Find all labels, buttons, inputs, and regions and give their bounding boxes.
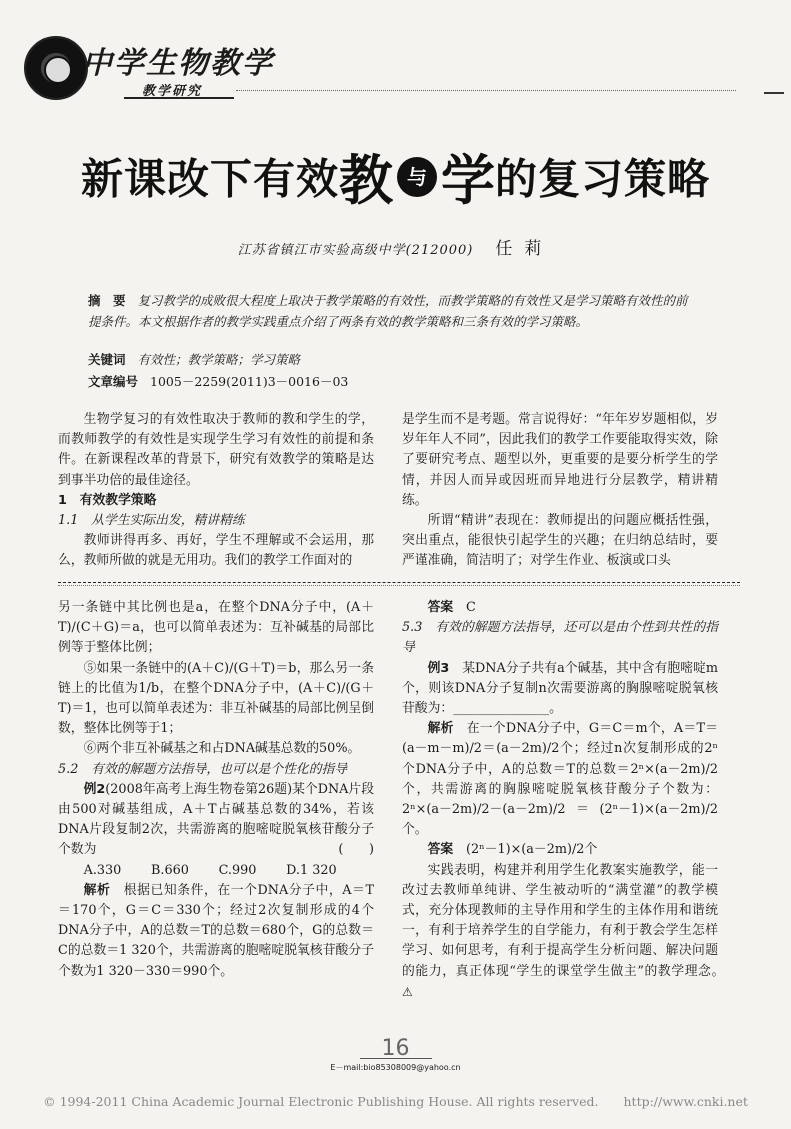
title-part-3: 学 [441,149,495,212]
article-number-label: 文章编号 [88,374,139,389]
example-3 [402,659,718,720]
example-2 [58,780,374,861]
example-label: 例2 [83,781,106,797]
article-number [88,372,348,390]
section-heading: 1 有效教学策略 [58,492,157,508]
analysis-label: 解析 [83,882,111,898]
abstract-label: 摘 要 [88,293,126,308]
subsection-heading: 5.3 有效的解题方法指导，还可以是由个性到共性的指导 [402,620,718,656]
keywords [88,350,300,368]
title-connector: 与 [397,157,437,197]
option-d: D.1 320 [286,862,337,878]
page-number: 16 [381,1036,410,1061]
options [58,861,374,881]
header-rule [124,97,234,99]
page-break-rule [58,582,740,583]
upper-right-column [402,410,718,572]
paragraph: 教师讲得再多、再好，学生不理解或不会运用，那么，教师所做的就是无用功。我们的教学工作面对的 [58,533,374,569]
page-break-rule-dotted [58,585,740,586]
author: 任莉 [495,239,554,259]
answer-label: 答案 [427,600,454,615]
keywords-text: 有效性；教学策略；学习策略 [137,352,301,367]
copyright-footer: © 1994-2011 China Academic Journal Electronic Publishing House. All rights reserved. http://www.cnki.net [43,1094,748,1109]
title-part-4: 的复习策略 [495,154,711,204]
journal-logo [24,36,88,100]
end-triangle-icon: ⚠ [402,984,413,999]
article-title [0,138,791,215]
paragraph: 所谓“精讲”表现在：教师提出的问题应概括性强，突出重点，能很快引起学生的兴趣；在归纳总结时，要严谨准确，简洁明了；对学生作业、板演或口头 [402,513,718,569]
affiliation: 江苏省镇江市实验高级中学(212000) [237,243,474,258]
subsection-heading: 5.2 有效的解题方法指导，也可以是个性化的指导 [58,761,348,777]
upper-left-column [58,410,374,572]
abstract-text: 复习教学的成败很大程度上取决于教学策略的有效性，而教学策略的有效性又是学习策略有效性的前提条件。本文根据作者的教学实践重点介绍了两条有效的教学策略和三条有效的学习策略。 [88,293,688,329]
byline [0,234,791,259]
email-rule [360,1058,432,1059]
answer-text: (2ⁿ－1)×(a－2m)/2个 [465,842,598,858]
lower-right-column [402,598,718,1003]
paragraph: 生物学复习的有效性取决于教师的教和学生的学，而教师教学的有效性是实现学生学习有效性的前提和条件。在新课程改革的背景下，研究有效教学的策略是达到事半功倍的最佳途径。 [58,412,374,488]
example-label: 例3 [427,660,450,676]
conclusion [402,861,718,1003]
analysis [402,719,718,840]
answer-1 [402,598,718,618]
paragraph: 是学生而不是考题。常言说得好：“年年岁岁题相似，岁岁年年人不同”，因此我们的教学工作要能取得实效，除了要研究考点、题型以外，更重要的是要分析学生的学情，并因人而异或因班而异地进行分层教学，精讲精练。 [402,412,718,508]
option-b: B.660 [151,862,189,878]
keywords-label: 关键词 [88,352,126,367]
abstract [88,290,700,332]
analysis [58,881,374,982]
section-name: 教学研究 [142,84,203,99]
example-text: 某DNA分子共有a个碱基，其中含有胞嘧啶m个，则该DNA分子复制n次需要游离的胸腺嘧啶脱氧核苷酸为： [402,660,719,717]
header-dash [764,92,784,94]
analysis-text: 在一个DNA分子中，G＝C＝m个，A＝T＝(a－m－m)/2＝(a－2m)/2个；经过n次复制形成的2ⁿ个DNA分子中，A的总数＝T的总数＝2ⁿ×(a－2m)/2个，共需游离的胸腺嘧啶脱氧核苷酸分子个数为：2ⁿ×(a－2m)/2－(a－2m)/2＝(2ⁿ－1)×(a－2m)/2个。 [402,721,719,838]
analysis-label: 解析 [427,721,454,737]
journal-name: 中学生物教学 [82,46,274,81]
conclusion-text: 实践表明，构建并利用学生化教案实施教学，能一改过去教师单纯讲、学生被动听的“满堂灌”的教学模式，充分体现教师的主导作用和学生的主体作用和谐统一，有利于培养学生的自学能力，有利于教会学生怎样学习、如何思考，有利于提高学生分析问题、解决问题的能力，真正体现“学生的课堂学生做主”的教学理念。 [402,862,718,979]
answer-label: 答案 [427,842,454,858]
answer-blank: _______________。 [453,701,562,717]
analysis-text: 根据已知条件，在一个DNA分子中，A＝T＝170个，G＝C＝330个；经过2次复制形成的4个DNA分子中，A的总数＝T的总数＝680个，G的总数＝C的总数＝1 320个，共需游离的胞嘧啶脱氧核苷酸分子个数为1 320－330＝990个。 [58,882,375,979]
lower-left-column [58,598,374,982]
subsection-heading: 1.1 从学生实际出发，精讲精练 [58,513,245,529]
header-dotted-rule [236,90,736,91]
answer-2 [402,840,718,860]
answer-parens: ( ) [338,842,374,858]
title-part-1: 新课改下有效 [80,154,339,204]
example-text: (2008年高考上海生物卷第26题)某个DNA片段由500对碱基组成，A＋T占碱基总数的34%，若该DNA片段复制2次，共需游离的胞嘧啶脱氧核苷酸分子个数为 [58,781,374,858]
paragraph: ⑥两个非互补碱基之和占DNA碱基总数的50%。 [83,741,361,757]
title-part-2: 教 [339,149,393,212]
answer-text: C [465,600,476,615]
author-email: E－mail:bio85308009@yahoo.cn [330,1063,461,1072]
option-c: C.990 [218,862,257,878]
paragraph: 另一条链中其比例也是a，在整个DNA分子中，(A＋T)/(C＋G)＝a，也可以简单表述为：互补碱基的局部比例等于整体比例； [58,600,374,656]
article-number-text: 1005－2259(2011)3－0016－03 [150,374,349,389]
option-a: A.330 [83,862,122,878]
paragraph: ⑤如果一条链中的(A＋C)/(G＋T)＝b，那么另一条链上的比值为1/b，在整个DNA分子中，(A＋C)/(G＋T)＝1，也可以简单表述为：非互补碱基的局部比例呈倒数，整体比例等于1； [58,660,374,737]
